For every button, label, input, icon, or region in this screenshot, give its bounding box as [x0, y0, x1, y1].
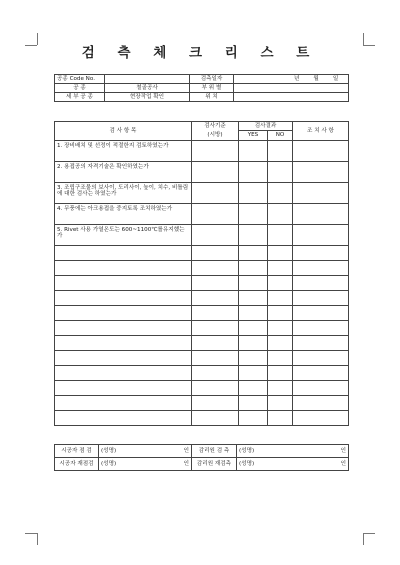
action-cell[interactable]: [293, 182, 349, 203]
yes-cell[interactable]: [239, 224, 268, 245]
no-cell[interactable]: [268, 275, 293, 290]
work-type-value[interactable]: 철골공사: [105, 84, 190, 93]
yes-cell[interactable]: [239, 260, 268, 275]
table-row: [55, 260, 349, 275]
name-label: (성명): [239, 447, 255, 454]
criteria-cell[interactable]: [192, 161, 239, 182]
table-row: [55, 224, 349, 245]
criteria-cell[interactable]: [192, 245, 239, 260]
checklist-item: [55, 380, 192, 395]
action-cell[interactable]: [293, 410, 349, 425]
action-cell[interactable]: [293, 365, 349, 380]
action-cell[interactable]: [293, 275, 349, 290]
supervisor-reinspect-sign[interactable]: [237, 458, 349, 471]
criteria-cell[interactable]: [192, 182, 239, 203]
criteria-cell[interactable]: [192, 335, 239, 350]
yes-cell[interactable]: [239, 335, 268, 350]
table-row: [55, 245, 349, 260]
checklist-item: [55, 275, 192, 290]
checklist-item: [55, 290, 192, 305]
yes-cell[interactable]: [239, 365, 268, 380]
signature-table: [54, 444, 349, 471]
checklist-item: 1. 장비배치 및 선정이 적절한지 검토하였는가: [55, 140, 192, 161]
name-label: (성명): [101, 460, 117, 467]
action-cell[interactable]: [293, 203, 349, 224]
date-month-label: 월: [313, 75, 319, 82]
result-header: 검사결과: [239, 122, 293, 131]
checklist-item: 5. Rivet 사용 가열온도는 600~1100℃를유지했는가: [55, 224, 192, 245]
table-row: [55, 305, 349, 320]
yes-cell[interactable]: [239, 305, 268, 320]
action-header: 조 치 사 항: [293, 122, 349, 141]
action-cell[interactable]: [293, 224, 349, 245]
contractor-check-label: 시공자 점 검: [55, 445, 99, 458]
work-code-value[interactable]: [105, 75, 190, 84]
crop-mark-bottom-left-h: [25, 533, 37, 534]
yes-cell[interactable]: [239, 245, 268, 260]
item-header: 검 사 항 목: [55, 122, 192, 141]
seal-label: 인: [183, 460, 189, 467]
supervisor-reinspect-label: 감리원 재검측: [192, 458, 237, 471]
table-row: [55, 275, 349, 290]
table-row: [55, 320, 349, 335]
date-year-label: 년: [294, 75, 300, 82]
criteria-header-line1: 검사기준: [204, 123, 226, 129]
criteria-cell[interactable]: [192, 380, 239, 395]
seal-label: 인: [340, 460, 346, 467]
action-cell[interactable]: [293, 245, 349, 260]
criteria-cell[interactable]: [192, 140, 239, 161]
criteria-header-line2: (시방): [207, 131, 223, 138]
criteria-cell[interactable]: [192, 290, 239, 305]
no-cell[interactable]: [268, 320, 293, 335]
name-label: (성명): [101, 447, 117, 454]
crop-mark-bottom-left-v: [37, 533, 38, 545]
seal-label: 인: [183, 447, 189, 454]
checklist-item: 4. 무풍에는 아크용접을 중지토록 조치하였는가: [55, 203, 192, 224]
action-cell[interactable]: [293, 305, 349, 320]
yes-cell[interactable]: [239, 161, 268, 182]
checklist-item: [55, 305, 192, 320]
criteria-cell[interactable]: [192, 260, 239, 275]
yes-cell[interactable]: [239, 203, 268, 224]
work-code-label: 공종 Code No.: [55, 75, 105, 84]
location-value[interactable]: [234, 84, 349, 93]
criteria-cell[interactable]: [192, 365, 239, 380]
yes-cell[interactable]: [239, 140, 268, 161]
action-cell[interactable]: [293, 290, 349, 305]
contractor-recheck-label: 시공자 재점검: [55, 458, 99, 471]
action-cell[interactable]: [293, 140, 349, 161]
contractor-check-sign[interactable]: [99, 445, 192, 458]
work-type-label: 공 종: [55, 84, 105, 93]
checklist-item: [55, 350, 192, 365]
yes-cell[interactable]: [239, 320, 268, 335]
no-cell[interactable]: [268, 290, 293, 305]
action-cell[interactable]: [293, 380, 349, 395]
action-cell[interactable]: [293, 350, 349, 365]
date-day-label: 일: [332, 75, 339, 82]
action-cell[interactable]: [293, 260, 349, 275]
no-cell[interactable]: [268, 161, 293, 182]
criteria-cell[interactable]: [192, 350, 239, 365]
no-cell[interactable]: [268, 395, 293, 410]
yes-cell[interactable]: [239, 350, 268, 365]
page-title: 검 측 체 크 리 스 트: [81, 45, 319, 61]
contractor-recheck-sign[interactable]: [99, 458, 192, 471]
table-row: [55, 290, 349, 305]
position-value[interactable]: [234, 93, 349, 102]
checklist-table: [54, 121, 349, 426]
criteria-cell[interactable]: [192, 305, 239, 320]
criteria-header: [192, 122, 239, 141]
checklist-item: [55, 335, 192, 350]
inspection-date-value[interactable]: [234, 75, 349, 84]
table-row: [55, 203, 349, 224]
yes-cell[interactable]: [239, 410, 268, 425]
criteria-cell[interactable]: [192, 275, 239, 290]
checklist-item: [55, 365, 192, 380]
name-label: (성명): [239, 460, 255, 467]
checklist-item: [55, 245, 192, 260]
action-cell[interactable]: [293, 320, 349, 335]
table-row: [55, 380, 349, 395]
no-cell[interactable]: [268, 224, 293, 245]
no-cell[interactable]: [268, 140, 293, 161]
crop-mark-bottom-right-h: [363, 533, 375, 534]
yes-cell[interactable]: [239, 182, 268, 203]
detail-work-value[interactable]: 현장작업 확인: [105, 93, 190, 102]
checklist-item: [55, 410, 192, 425]
criteria-cell[interactable]: [192, 203, 239, 224]
no-cell[interactable]: [268, 305, 293, 320]
no-cell[interactable]: [268, 380, 293, 395]
position-label: 위 치: [190, 93, 234, 102]
action-cell[interactable]: [293, 335, 349, 350]
action-cell[interactable]: [293, 161, 349, 182]
table-row: [55, 410, 349, 425]
no-cell[interactable]: [268, 410, 293, 425]
checklist-item: [55, 320, 192, 335]
location-label: 부 위 별: [190, 84, 234, 93]
crop-mark-bottom-right-v: [363, 533, 364, 545]
no-cell[interactable]: [268, 335, 293, 350]
yes-cell[interactable]: [239, 395, 268, 410]
header-info-table: [54, 74, 349, 102]
criteria-cell[interactable]: [192, 410, 239, 425]
action-cell[interactable]: [293, 395, 349, 410]
detail-work-label: 세 부 공 종: [55, 93, 105, 102]
table-row: [55, 335, 349, 350]
yes-header: YES: [239, 131, 268, 140]
no-header: NO: [268, 131, 293, 140]
inspection-date-label: 검측일자: [190, 75, 234, 84]
table-row: [55, 182, 349, 203]
supervisor-inspect-sign[interactable]: [237, 445, 349, 458]
criteria-cell[interactable]: [192, 320, 239, 335]
no-cell[interactable]: [268, 365, 293, 380]
yes-cell[interactable]: [239, 380, 268, 395]
table-row: [55, 395, 349, 410]
table-row: [55, 350, 349, 365]
checklist-item: [55, 395, 192, 410]
checklist-item: 2. 용접공의 자격기술은 확인하였는가: [55, 161, 192, 182]
yes-cell[interactable]: [239, 290, 268, 305]
no-cell[interactable]: [268, 203, 293, 224]
seal-label: 인: [340, 447, 346, 454]
table-row: [55, 161, 349, 182]
no-cell[interactable]: [268, 182, 293, 203]
table-row: [55, 365, 349, 380]
criteria-cell[interactable]: [192, 224, 239, 245]
no-cell[interactable]: [268, 260, 293, 275]
table-row: [55, 140, 349, 161]
no-cell[interactable]: [268, 245, 293, 260]
criteria-cell[interactable]: [192, 395, 239, 410]
supervisor-inspect-label: 감리원 검 측: [192, 445, 237, 458]
yes-cell[interactable]: [239, 275, 268, 290]
checklist-item: 3. 조립구조물의 보사이, 도리사이, 높이, 치수, 비틀림에 대한 검사는 하였는가: [55, 182, 192, 203]
checklist-item: [55, 260, 192, 275]
no-cell[interactable]: [268, 350, 293, 365]
